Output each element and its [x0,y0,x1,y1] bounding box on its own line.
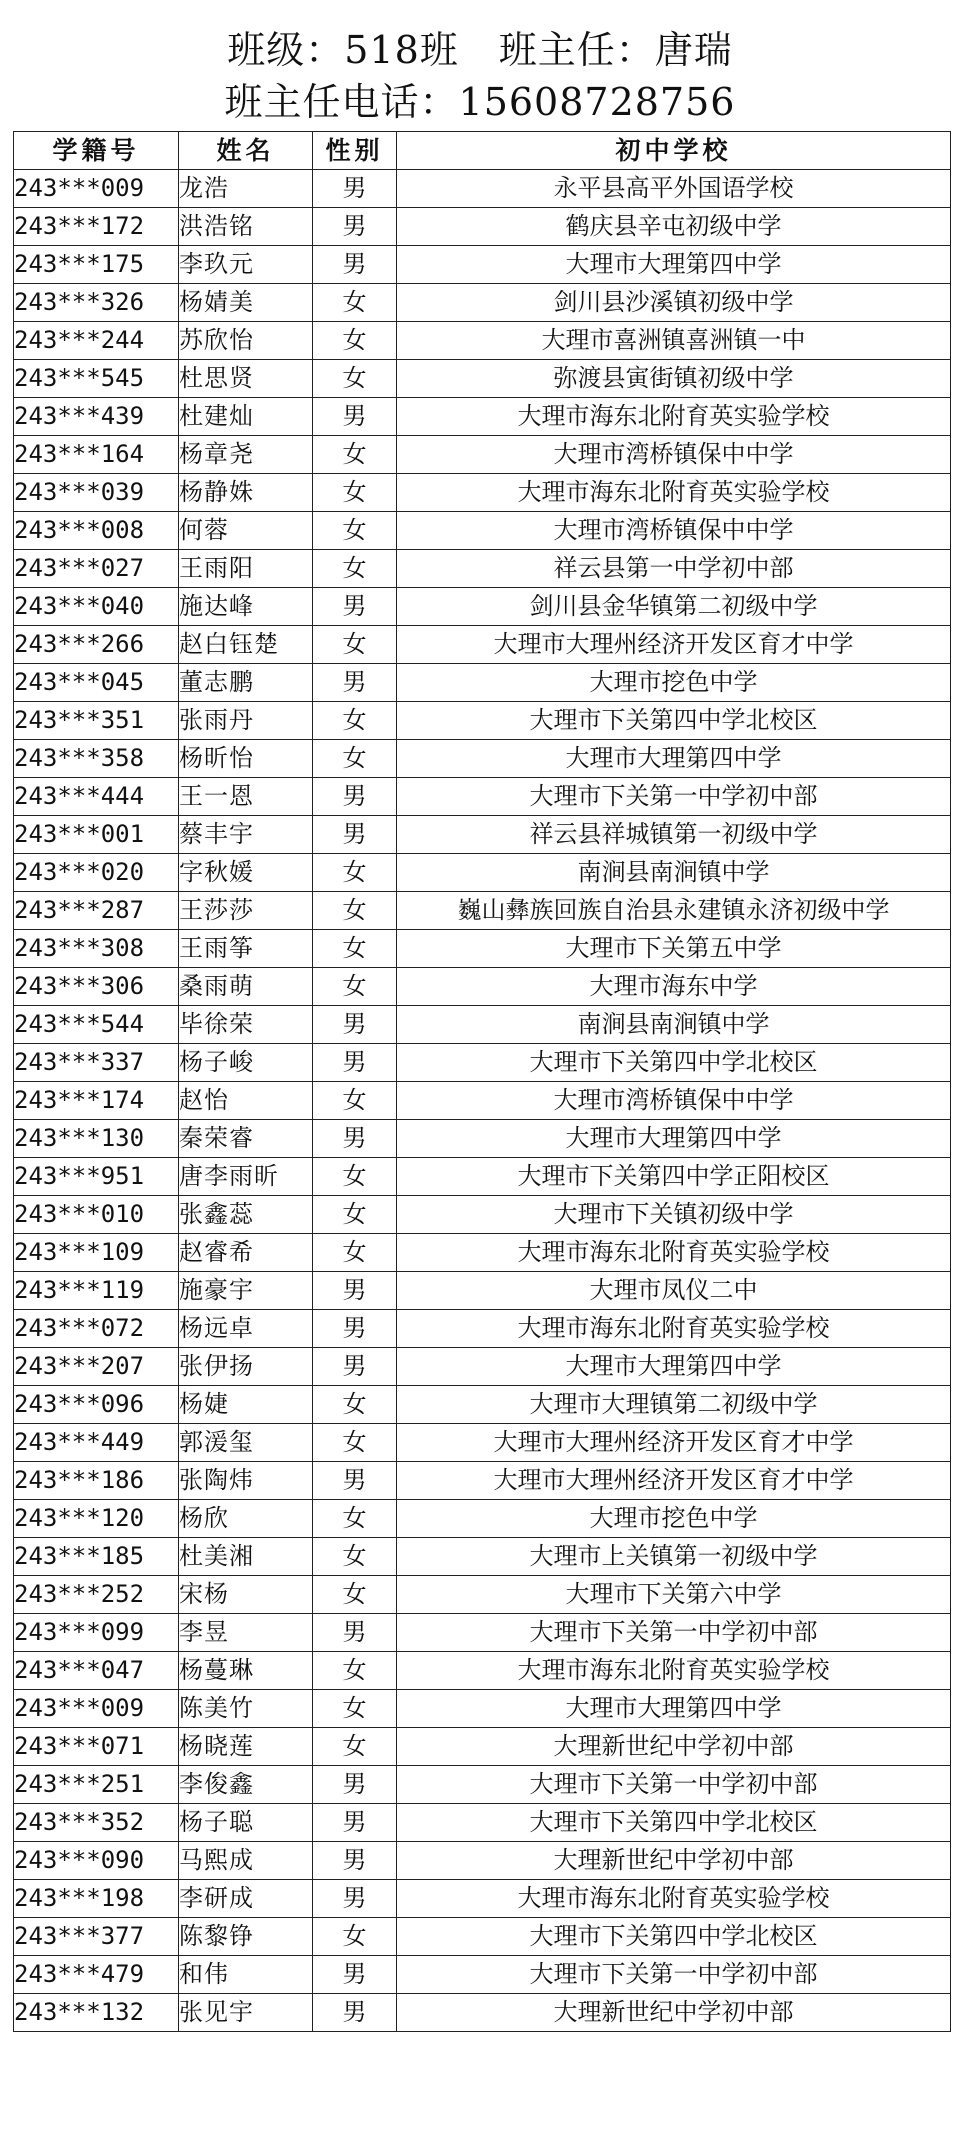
student-id-cell: 243***096 [14,1386,179,1424]
school-cell: 大理市大理第四中学 [397,246,951,284]
name-cell: 陈黎铮 [179,1918,313,1956]
table-row [14,740,951,778]
student-id-cell: 243***287 [14,892,179,930]
school-cell: 大理市下关第四中学正阳校区 [397,1158,951,1196]
student-id-cell: 243***047 [14,1652,179,1690]
name-cell: 杨子峻 [179,1044,313,1082]
table-row [14,1158,951,1196]
name-cell: 张鑫蕊 [179,1196,313,1234]
school-cell: 大理市下关第四中学北校区 [397,702,951,740]
gender-cell: 男 [313,1994,397,2032]
gender-cell: 女 [313,1158,397,1196]
school-cell: 大理市下关镇初级中学 [397,1196,951,1234]
student-id-cell: 243***132 [14,1994,179,2032]
school-cell: 剑川县金华镇第二初级中学 [397,588,951,626]
gender-cell: 女 [313,626,397,664]
table-row [14,1424,951,1462]
student-id-cell: 243***377 [14,1918,179,1956]
table-row [14,626,951,664]
name-cell: 杜思贤 [179,360,313,398]
gender-cell: 女 [313,512,397,550]
name-cell: 毕徐荣 [179,1006,313,1044]
name-cell: 王莎莎 [179,892,313,930]
name-cell: 张伊扬 [179,1348,313,1386]
gender-cell: 女 [313,1690,397,1728]
table-row [14,1310,951,1348]
table-row [14,588,951,626]
table-row [14,170,951,208]
name-cell: 杨婧美 [179,284,313,322]
name-cell: 杨蔓琳 [179,1652,313,1690]
table-row [14,1994,951,2032]
school-cell: 大理市湾桥镇保中中学 [397,512,951,550]
school-cell: 大理新世纪中学初中部 [397,1842,951,1880]
name-cell: 王一恩 [179,778,313,816]
school-cell: 大理市下关第一中学初中部 [397,1614,951,1652]
table-row [14,1804,951,1842]
student-id-cell: 243***244 [14,322,179,360]
student-id-cell: 243***001 [14,816,179,854]
name-cell: 王雨筝 [179,930,313,968]
school-cell: 永平县高平外国语学校 [397,170,951,208]
table-row [14,1462,951,1500]
table-row [14,1120,951,1158]
table-row [14,1766,951,1804]
table-row [14,1880,951,1918]
table-row [14,512,951,550]
gender-cell: 女 [313,1234,397,1272]
student-id-cell: 243***119 [14,1272,179,1310]
gender-cell: 男 [313,1766,397,1804]
gender-cell: 男 [313,816,397,854]
name-cell: 赵怡 [179,1082,313,1120]
gender-cell: 女 [313,702,397,740]
gender-cell: 男 [313,1120,397,1158]
gender-cell: 女 [313,1652,397,1690]
school-cell: 祥云县第一中学初中部 [397,550,951,588]
name-cell: 和伟 [179,1956,313,1994]
table-row [14,1500,951,1538]
gender-cell: 男 [313,1044,397,1082]
name-cell: 李俊鑫 [179,1766,313,1804]
gender-cell: 女 [313,1386,397,1424]
table-body [14,170,951,2032]
gender-cell: 女 [313,1576,397,1614]
gender-cell: 女 [313,1500,397,1538]
student-id-cell: 243***010 [14,1196,179,1234]
gender-cell: 女 [313,1082,397,1120]
gender-cell: 女 [313,1728,397,1766]
school-cell: 大理市喜洲镇喜洲镇一中 [397,322,951,360]
school-cell: 大理市下关第一中学初中部 [397,778,951,816]
name-cell: 杨静姝 [179,474,313,512]
school-cell: 大理市大理州经济开发区育才中学 [397,1424,951,1462]
gender-cell: 男 [313,398,397,436]
name-cell: 王雨阳 [179,550,313,588]
student-id-cell: 243***185 [14,1538,179,1576]
table-row [14,664,951,702]
school-cell: 大理市挖色中学 [397,1500,951,1538]
student-id-cell: 243***020 [14,854,179,892]
school-cell: 大理市大理第四中学 [397,1348,951,1386]
name-cell: 赵白钰楚 [179,626,313,664]
school-cell: 南涧县南涧镇中学 [397,1006,951,1044]
school-cell: 大理市海东北附育英实验学校 [397,1652,951,1690]
gender-cell: 女 [313,322,397,360]
name-cell: 何蓉 [179,512,313,550]
name-cell: 杨子聪 [179,1804,313,1842]
table-row [14,208,951,246]
name-cell: 赵睿希 [179,1234,313,1272]
school-cell: 大理市海东北附育英实验学校 [397,1310,951,1348]
name-cell: 张雨丹 [179,702,313,740]
student-id-cell: 243***351 [14,702,179,740]
school-cell: 大理市下关第一中学初中部 [397,1766,951,1804]
student-id-cell: 243***072 [14,1310,179,1348]
student-id-cell: 243***439 [14,398,179,436]
table-row [14,1690,951,1728]
student-id-cell: 243***326 [14,284,179,322]
name-cell: 杨昕怡 [179,740,313,778]
table-row [14,1234,951,1272]
gender-cell: 女 [313,360,397,398]
table-row [14,854,951,892]
table-row [14,1576,951,1614]
table-row [14,702,951,740]
gender-cell: 男 [313,1348,397,1386]
student-id-cell: 243***449 [14,1424,179,1462]
gender-cell: 男 [313,1006,397,1044]
name-cell: 苏欣怡 [179,322,313,360]
name-cell: 杨晓莲 [179,1728,313,1766]
gender-cell: 女 [313,284,397,322]
name-cell: 唐李雨昕 [179,1158,313,1196]
school-cell: 大理市海东北附育英实验学校 [397,1880,951,1918]
table-row [14,968,951,1006]
school-cell: 祥云县祥城镇第一初级中学 [397,816,951,854]
class-info-line [0,26,960,74]
column-header-school: 初中学校 [397,132,951,170]
name-cell: 杨欣 [179,1500,313,1538]
school-cell: 大理市下关第五中学 [397,930,951,968]
student-id-cell: 243***545 [14,360,179,398]
name-cell: 郭湲玺 [179,1424,313,1462]
column-header-gender: 性别 [313,132,397,170]
column-header-name: 姓名 [179,132,313,170]
gender-cell: 男 [313,1804,397,1842]
table-row [14,550,951,588]
student-id-cell: 243***308 [14,930,179,968]
school-cell: 巍山彝族回族自治县永建镇永济初级中学 [397,892,951,930]
school-cell: 大理市大理第四中学 [397,1690,951,1728]
student-id-cell: 243***252 [14,1576,179,1614]
teacher-phone: 班主任电话：15608728756 [224,80,736,124]
school-cell: 大理市大理第四中学 [397,1120,951,1158]
table-row [14,322,951,360]
school-cell: 大理市大理第四中学 [397,740,951,778]
student-id-cell: 243***444 [14,778,179,816]
student-id-cell: 243***099 [14,1614,179,1652]
student-id-cell: 243***251 [14,1766,179,1804]
name-cell: 桑雨萌 [179,968,313,1006]
name-cell: 龙浩 [179,170,313,208]
student-id-cell: 243***337 [14,1044,179,1082]
name-cell: 杨婕 [179,1386,313,1424]
student-id-cell: 243***306 [14,968,179,1006]
table-row [14,816,951,854]
student-id-cell: 243***207 [14,1348,179,1386]
name-cell: 杜建灿 [179,398,313,436]
school-cell: 大理市凤仪二中 [397,1272,951,1310]
gender-cell: 女 [313,1424,397,1462]
school-cell: 弥渡县寅街镇初级中学 [397,360,951,398]
gender-cell: 女 [313,1918,397,1956]
student-id-cell: 243***039 [14,474,179,512]
name-cell: 施达峰 [179,588,313,626]
gender-cell: 男 [313,778,397,816]
table-row [14,1044,951,1082]
name-cell: 杨远卓 [179,1310,313,1348]
gender-cell: 女 [313,474,397,512]
school-cell: 大理市海东北附育英实验学校 [397,474,951,512]
table-row [14,1614,951,1652]
name-cell: 张陶炜 [179,1462,313,1500]
school-cell: 大理市海东北附育英实验学校 [397,1234,951,1272]
student-id-cell: 243***008 [14,512,179,550]
student-id-cell: 243***358 [14,740,179,778]
school-cell: 大理市下关第四中学北校区 [397,1804,951,1842]
name-cell: 字秋媛 [179,854,313,892]
name-cell: 马熙成 [179,1842,313,1880]
table-row [14,892,951,930]
table-row [14,398,951,436]
name-cell: 李玖元 [179,246,313,284]
name-cell: 施豪宇 [179,1272,313,1310]
name-cell: 李研成 [179,1880,313,1918]
gender-cell: 男 [313,208,397,246]
student-id-cell: 243***164 [14,436,179,474]
school-cell: 大理市上关镇第一初级中学 [397,1538,951,1576]
school-cell: 剑川县沙溪镇初级中学 [397,284,951,322]
student-id-cell: 243***479 [14,1956,179,1994]
gender-cell: 女 [313,1538,397,1576]
school-cell: 大理市大理镇第二初级中学 [397,1386,951,1424]
table-row [14,1956,951,1994]
school-cell: 鹤庆县辛屯初级中学 [397,208,951,246]
gender-cell: 男 [313,246,397,284]
name-cell: 蔡丰宇 [179,816,313,854]
student-id-cell: 243***109 [14,1234,179,1272]
table-row [14,1728,951,1766]
name-cell: 张见宇 [179,1994,313,2032]
name-cell: 秦荣睿 [179,1120,313,1158]
gender-cell: 女 [313,1196,397,1234]
name-cell: 杜美湘 [179,1538,313,1576]
table-row [14,1272,951,1310]
name-cell: 陈美竹 [179,1690,313,1728]
school-cell: 大理市湾桥镇保中中学 [397,1082,951,1120]
student-id-cell: 243***266 [14,626,179,664]
gender-cell: 男 [313,1310,397,1348]
student-id-cell: 243***027 [14,550,179,588]
student-id-cell: 243***009 [14,170,179,208]
student-id-cell: 243***090 [14,1842,179,1880]
school-cell: 大理市下关第六中学 [397,1576,951,1614]
student-id-cell: 243***120 [14,1500,179,1538]
table-row [14,1652,951,1690]
school-cell: 大理新世纪中学初中部 [397,1994,951,2032]
gender-cell: 男 [313,1842,397,1880]
class-label: 班级：518班 [227,28,459,72]
student-id-cell: 243***198 [14,1880,179,1918]
gender-cell: 男 [313,1272,397,1310]
gender-cell: 男 [313,1956,397,1994]
student-roster-table [13,131,951,2032]
school-cell: 大理市海东中学 [397,968,951,1006]
table-row [14,1386,951,1424]
page-header [0,0,960,128]
student-id-cell: 243***040 [14,588,179,626]
table-row [14,778,951,816]
gender-cell: 女 [313,436,397,474]
student-id-cell: 243***352 [14,1804,179,1842]
teacher-label: 班主任：唐瑞 [498,28,733,72]
table-row [14,1348,951,1386]
name-cell: 李昱 [179,1614,313,1652]
school-cell: 大理市下关第四中学北校区 [397,1918,951,1956]
school-cell: 南涧县南涧镇中学 [397,854,951,892]
table-header-row [14,132,951,170]
student-id-cell: 243***174 [14,1082,179,1120]
gender-cell: 男 [313,588,397,626]
gender-cell: 男 [313,1880,397,1918]
school-cell: 大理市湾桥镇保中中学 [397,436,951,474]
student-id-cell: 243***175 [14,246,179,284]
gender-cell: 女 [313,550,397,588]
school-cell: 大理市下关第四中学北校区 [397,1044,951,1082]
student-id-cell: 243***951 [14,1158,179,1196]
student-id-cell: 243***544 [14,1006,179,1044]
table-row [14,1196,951,1234]
student-id-cell: 243***172 [14,208,179,246]
school-cell: 大理市挖色中学 [397,664,951,702]
gender-cell: 男 [313,1614,397,1652]
student-id-cell: 243***071 [14,1728,179,1766]
table-row [14,284,951,322]
table-row [14,436,951,474]
table-row [14,246,951,284]
table-row [14,1918,951,1956]
column-header-student-id: 学籍号 [14,132,179,170]
school-cell: 大理新世纪中学初中部 [397,1728,951,1766]
name-cell: 宋杨 [179,1576,313,1614]
table-row [14,360,951,398]
table-row [14,1538,951,1576]
table-row [14,1842,951,1880]
gender-cell: 男 [313,170,397,208]
school-cell: 大理市大理州经济开发区育才中学 [397,1462,951,1500]
gender-cell: 女 [313,854,397,892]
gender-cell: 女 [313,740,397,778]
gender-cell: 男 [313,664,397,702]
gender-cell: 男 [313,1462,397,1500]
gender-cell: 女 [313,968,397,1006]
student-id-cell: 243***009 [14,1690,179,1728]
name-cell: 洪浩铭 [179,208,313,246]
gender-cell: 女 [313,930,397,968]
name-cell: 杨章尧 [179,436,313,474]
table-row [14,474,951,512]
school-cell: 大理市海东北附育英实验学校 [397,398,951,436]
school-cell: 大理市大理州经济开发区育才中学 [397,626,951,664]
name-cell: 董志鹏 [179,664,313,702]
student-id-cell: 243***130 [14,1120,179,1158]
student-id-cell: 243***186 [14,1462,179,1500]
school-cell: 大理市下关第一中学初中部 [397,1956,951,1994]
table-row [14,1082,951,1120]
student-id-cell: 243***045 [14,664,179,702]
gender-cell: 女 [313,892,397,930]
table-row [14,1006,951,1044]
table-row [14,930,951,968]
